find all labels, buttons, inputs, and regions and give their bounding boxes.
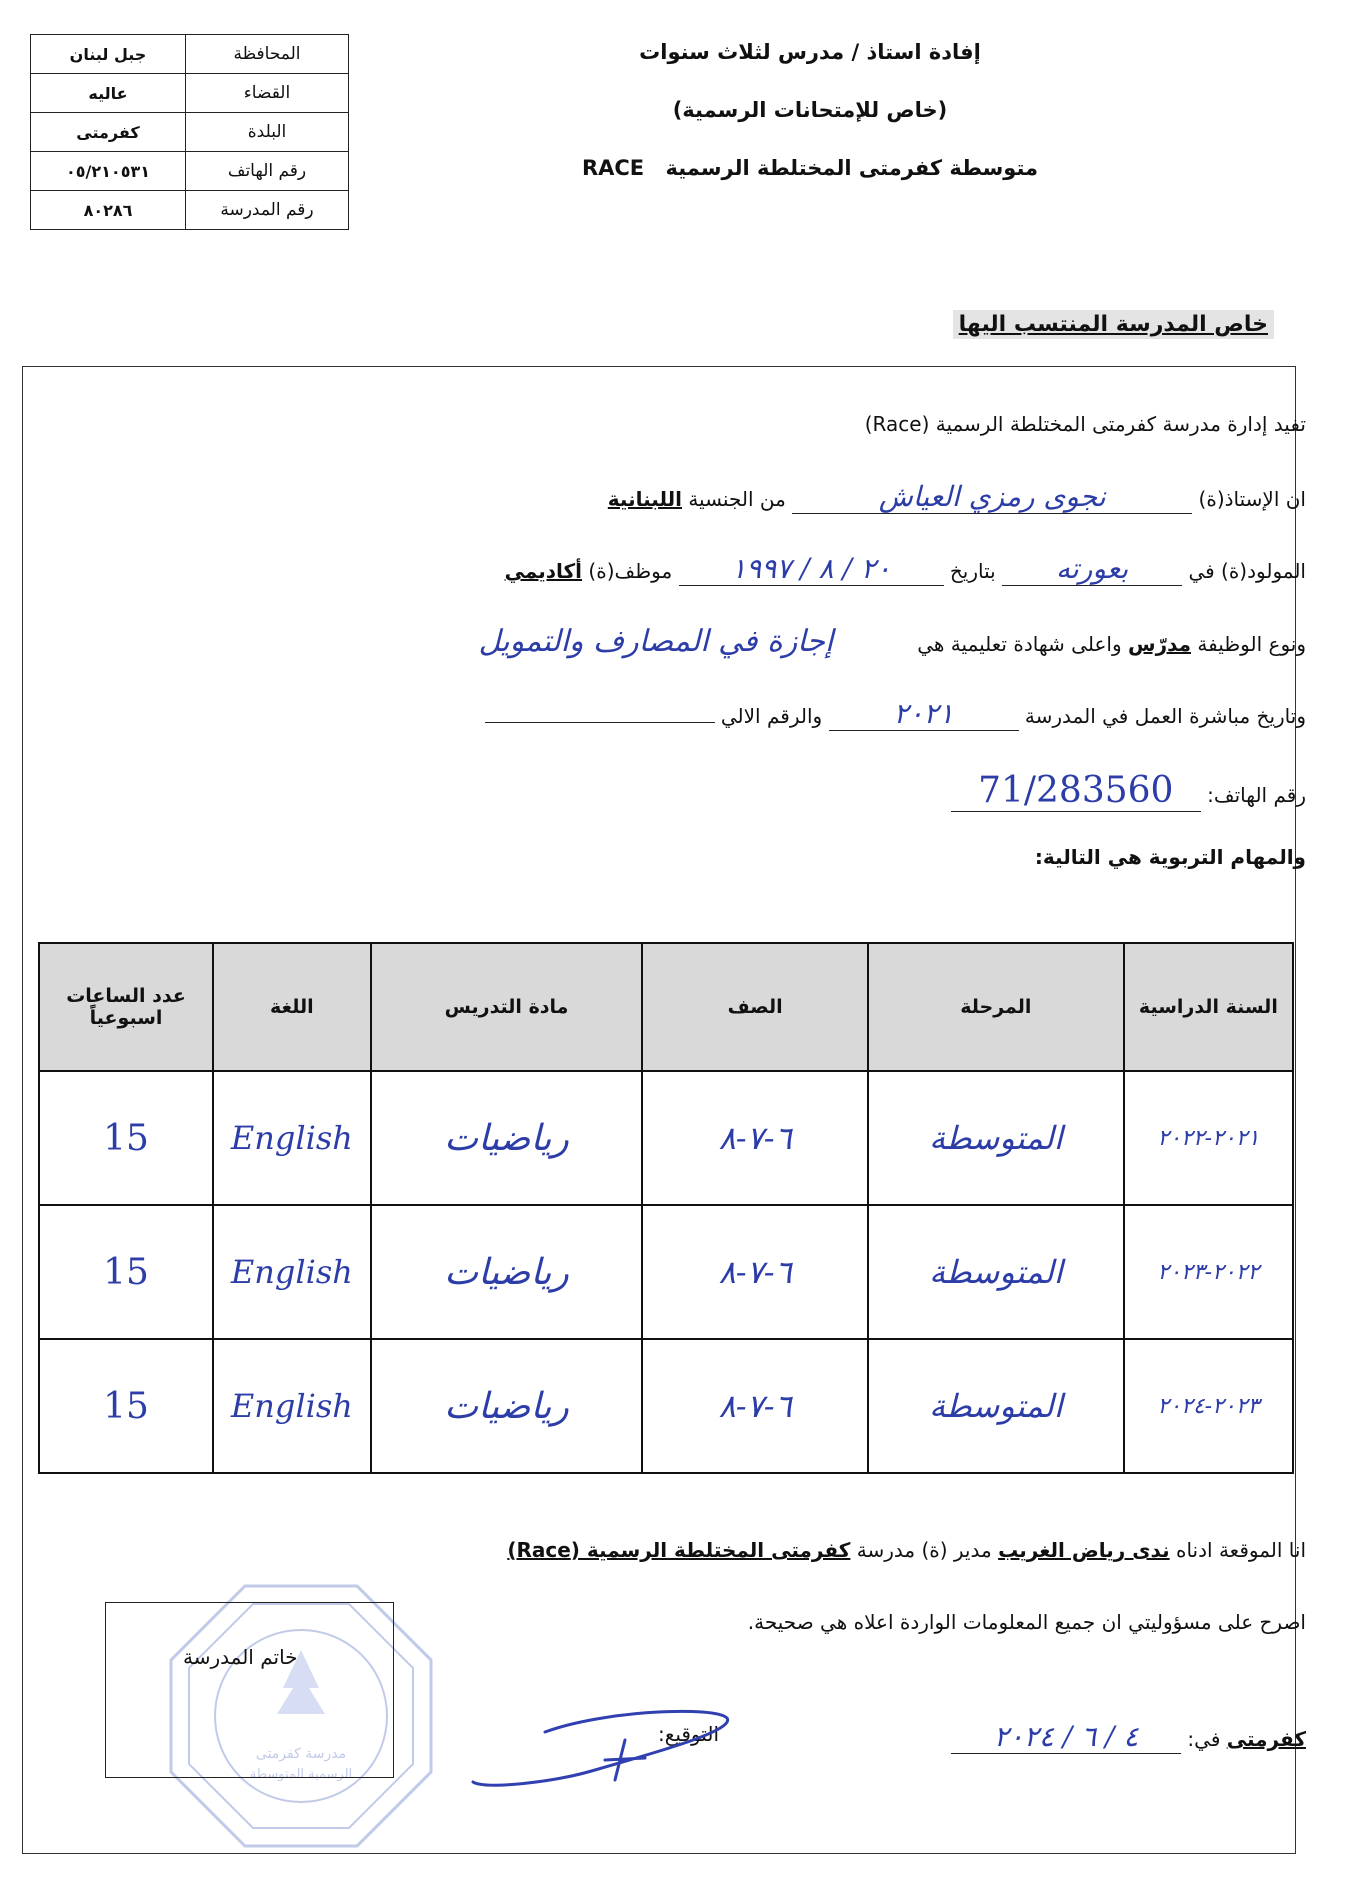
degree-field[interactable]: إجازة في المصارف والتمويل — [478, 624, 834, 659]
start-line — [485, 697, 1306, 731]
column-header: المرحلة — [868, 943, 1124, 1071]
column-header: عدد الساعات اسبوعياً — [39, 943, 213, 1071]
school-code: RACE — [581, 156, 645, 180]
document-title: إفادة استاذ / مدرس لثلاث سنوات — [639, 40, 981, 64]
section-title: خاص المدرسة المنتسب اليها — [953, 310, 1274, 339]
column-header: السنة الدراسية — [1124, 943, 1293, 1071]
table-cell[interactable]: ٦-٧-٨ — [642, 1339, 868, 1473]
table-cell[interactable]: ٢٠٢٢-٢٠٢٣ — [1124, 1205, 1293, 1339]
declaration-line-1 — [507, 1538, 1306, 1562]
born-label: المولود(ة) في — [1188, 559, 1306, 583]
table-cell[interactable]: رياضيات — [371, 1071, 643, 1205]
info-value: كفرمتى — [31, 113, 186, 152]
nationality-value: اللبنانية — [607, 487, 682, 511]
job-value: مدرّس — [1127, 632, 1192, 656]
job-line — [401, 624, 1306, 659]
document-subtitle: (خاص للإمتحانات الرسمية) — [672, 98, 948, 122]
declaration-line-2: اصرح على مسؤوليتي ان جميع المعلومات الواردة اعلاه هي صحيحة. — [747, 1610, 1306, 1634]
column-header: اللغة — [213, 943, 371, 1071]
teacher-name-field[interactable]: نجوى رمزي العياش — [792, 480, 1192, 514]
declaration-prefix: انا الموقعة ادناه — [1175, 1538, 1306, 1562]
table-cell[interactable]: 15 — [39, 1071, 213, 1205]
info-row — [31, 113, 349, 152]
nationality-label: من الجنسية — [688, 487, 786, 511]
info-row — [31, 74, 349, 113]
info-row — [31, 35, 349, 74]
employee-type: أكاديمي — [504, 559, 583, 583]
info-value: ٠٥/٢١٠٥٣١ — [31, 152, 186, 191]
table-cell[interactable]: ٦-٧-٨ — [642, 1205, 868, 1339]
id-number-field[interactable] — [485, 702, 715, 723]
info-row — [31, 152, 349, 191]
phone-label: رقم الهاتف: — [1207, 783, 1306, 807]
school-name: متوسطة كفرمتى المختلطة الرسمية — [665, 156, 1039, 180]
id-label: والرقم الالي — [720, 704, 823, 728]
place-date-line — [951, 1720, 1306, 1754]
birth-date-field[interactable]: ٢٠ / ٨ / ١٩٩٧ — [679, 552, 944, 586]
job-label: ونوع الوظيفة — [1197, 632, 1306, 656]
start-date-field[interactable]: ٢٠٢١ — [829, 697, 1019, 731]
info-row — [31, 191, 349, 230]
info-label: رقم الهاتف — [186, 152, 349, 191]
table-cell[interactable]: ٢٠٢٣-٢٠٢٤ — [1124, 1339, 1293, 1473]
school-info-box — [30, 34, 349, 230]
signature-scribble — [465, 1700, 755, 1800]
table-cell[interactable]: ٢٠٢١-٢٠٢٢ — [1124, 1071, 1293, 1205]
in-label: في: — [1187, 1727, 1221, 1751]
svg-text:مدرسة كفرمتى: مدرسة كفرمتى — [255, 1746, 347, 1762]
phone-field[interactable]: 71/283560 — [951, 770, 1201, 812]
stamp-box — [105, 1602, 394, 1778]
column-header: الصف — [642, 943, 868, 1071]
table-header-row — [39, 943, 1293, 1071]
table-cell[interactable]: المتوسطة — [868, 1205, 1124, 1339]
info-label: البلدة — [186, 113, 349, 152]
table-row — [39, 1071, 1293, 1205]
birthplace-field[interactable]: بعورته — [1002, 552, 1182, 586]
degree-label: واعلى شهادة تعليمية هي — [917, 632, 1122, 656]
date-label: بتاريخ — [949, 559, 996, 583]
signature-label: التوقيع: — [658, 1722, 719, 1746]
info-label: القضاء — [186, 74, 349, 113]
table-row — [39, 1205, 1293, 1339]
table-cell[interactable]: رياضيات — [371, 1339, 643, 1473]
table-cell[interactable]: English — [213, 1339, 371, 1473]
declaration-mid: مدير (ة) مدرسة — [856, 1538, 992, 1562]
table-cell[interactable]: المتوسطة — [868, 1071, 1124, 1205]
table-cell[interactable]: English — [213, 1205, 371, 1339]
start-label: وتاريخ مباشرة العمل في المدرسة — [1024, 704, 1306, 728]
table-cell[interactable]: 15 — [39, 1339, 213, 1473]
table-cell[interactable]: المتوسطة — [868, 1339, 1124, 1473]
info-value: عاليه — [31, 74, 186, 113]
duties-table — [38, 942, 1294, 1474]
svg-text:الرسمية المتوسطة: الرسمية المتوسطة — [249, 1767, 353, 1782]
stamp-label: خاتم المدرسة — [183, 1645, 298, 1669]
info-label: رقم المدرسة — [186, 191, 349, 230]
teacher-line — [608, 480, 1306, 514]
intro-line: تفيد إدارة مدرسة كفرمتى المختلطة الرسمية (Race) — [864, 412, 1306, 436]
phone-line — [951, 770, 1306, 812]
teacher-label: ان الإستاذ(ة) — [1198, 487, 1306, 511]
info-label: المحافظة — [186, 35, 349, 74]
duties-title: والمهام التربوية هي التالية: — [1034, 845, 1306, 869]
director-name: ندى رياض الغريب — [998, 1538, 1170, 1562]
birth-line — [505, 552, 1306, 586]
declaration-school: كفرمتى المختلطة الرسمية (Race) — [507, 1538, 851, 1562]
table-cell[interactable]: 15 — [39, 1205, 213, 1339]
place-label: كفرمتى — [1226, 1727, 1306, 1751]
column-header: مادة التدريس — [371, 943, 643, 1071]
table-cell[interactable]: English — [213, 1071, 371, 1205]
info-value: ٨٠٢٨٦ — [31, 191, 186, 230]
table-cell[interactable]: ٦-٧-٨ — [642, 1071, 868, 1205]
school-heading — [560, 156, 1060, 180]
table-row — [39, 1339, 1293, 1473]
employee-label: موظف(ة) — [588, 559, 673, 583]
table-cell[interactable]: رياضيات — [371, 1205, 643, 1339]
info-value: جبل لبنان — [31, 35, 186, 74]
declaration-date-field[interactable]: ٤ / ٦ / ٢٠٢٤ — [951, 1720, 1181, 1754]
